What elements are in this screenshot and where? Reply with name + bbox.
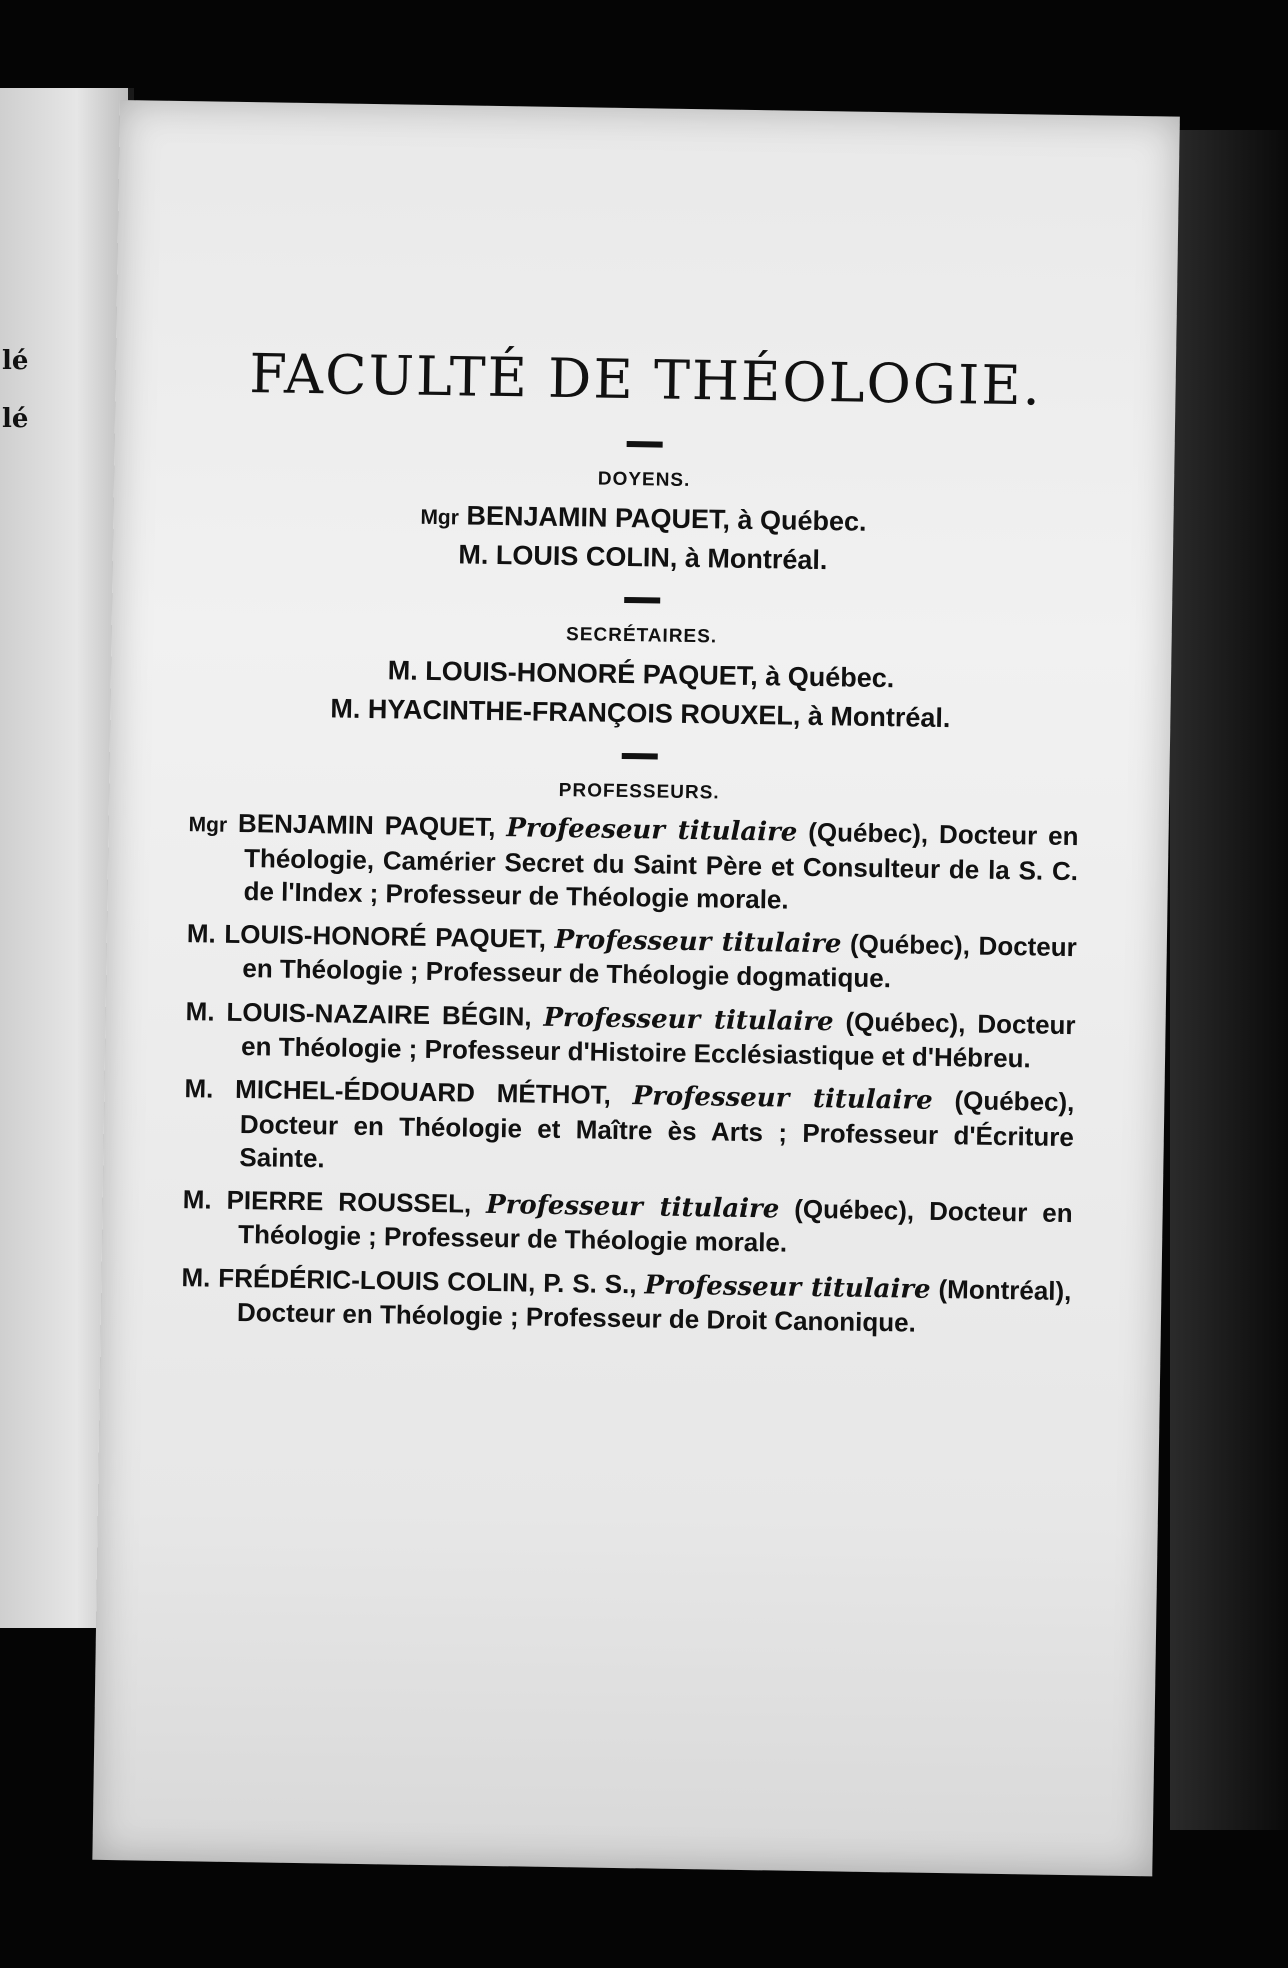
entry-name: LOUIS-NAZAIRE BÉGIN, — [226, 996, 532, 1032]
entry-name: PIERRE ROUSSEL, — [226, 1184, 472, 1219]
entry-details: (Québec), Docteur en Théologie et Maître ès Arts ; Professeur d'Écriture Sainte. — [239, 1085, 1075, 1174]
book-page — [92, 100, 1180, 1876]
entry-details: (Montréal), Docteur en Théologie ; Professeur de Droit Canonique. — [236, 1273, 1072, 1338]
doyen-prefix: M. — [458, 539, 489, 570]
entry-title: Professeur titulaire — [543, 1002, 834, 1038]
professeur-entry — [183, 1072, 1074, 1187]
professeur-entry — [186, 917, 1077, 999]
section-divider — [622, 753, 658, 760]
secretaires-heading: SECRÉTAIRES. — [565, 624, 718, 648]
section-divider — [624, 597, 660, 604]
doyen-name: LOUIS COLIN, à Montréal. — [495, 540, 828, 576]
entry-prefix: M. — [185, 995, 215, 1027]
entry-name: LOUIS-HONORÉ PAQUET, — [224, 918, 547, 954]
doyens-heading: DOYENS. — [597, 468, 691, 492]
entry-title: Profeeseur titulaire — [506, 813, 798, 849]
page-edge-shadow — [1170, 130, 1288, 1830]
professeur-entry — [181, 1261, 1072, 1343]
entry-title: Professeur titulaire — [554, 925, 842, 960]
secretaire-prefix: M. — [387, 655, 419, 686]
professeurs-heading: PROFESSEURS. — [558, 780, 720, 804]
entry-name: MICHEL-ÉDOUARD MÉTHOT, — [234, 1074, 612, 1111]
secretaire-name: HYACINTHE-FRANÇOIS ROUXEL, à Montréal. — [367, 694, 951, 734]
entry-details: (Québec), Docteur en Théologie ; Professeur d'Histoire Ecclésiastique et d'Hébreu. — [240, 1006, 1076, 1074]
entry-details: (Québec), Docteur en Théologie, Camérier Secret du Saint Père et Consulteur de la S. C. de l'Index ; Professeur de Théologie morale. — [243, 817, 1079, 915]
doyen-name: BENJAMIN PAQUET, à Québec. — [466, 500, 867, 537]
entry-title: Professeur titulaire — [485, 1189, 780, 1225]
page-content — [181, 341, 1097, 1352]
entry-name: FRÉDÉRIC-LOUIS COLIN, P. S. S., — [218, 1262, 637, 1299]
doyen-prefix: Mgr — [420, 505, 460, 530]
entry-details: (Québec), Docteur en Théologie ; Professeur de Théologie morale. — [237, 1193, 1073, 1258]
entry-prefix: M. — [181, 1261, 211, 1293]
left-page-fragment: lé — [2, 346, 29, 376]
section-divider — [627, 441, 663, 448]
professeur-entry — [182, 1183, 1073, 1265]
secretaire-name: LOUIS-HONORÉ PAQUET, à Québec. — [425, 656, 895, 694]
entry-prefix: M. — [182, 1184, 212, 1215]
professeur-entry — [185, 995, 1076, 1077]
entry-prefix: M. — [184, 1073, 214, 1104]
entry-prefix: M. — [186, 918, 217, 949]
entry-details: (Québec), Docteur en Théologie ; Professeur de Théologie dogmatique. — [242, 928, 1078, 994]
entry-prefix: Mgr — [188, 813, 228, 838]
left-page-fragment: lé — [2, 404, 29, 434]
secretaire-prefix: M. — [330, 693, 361, 725]
entry-name: BENJAMIN PAQUET, — [237, 808, 496, 843]
entry-title: Professeur titulaire — [644, 1269, 931, 1305]
professeur-entry — [187, 807, 1078, 922]
entry-title: Professeur titulaire — [632, 1081, 933, 1117]
page-title: FACULTÉ DE THÉOLOGIE. — [248, 342, 1043, 418]
